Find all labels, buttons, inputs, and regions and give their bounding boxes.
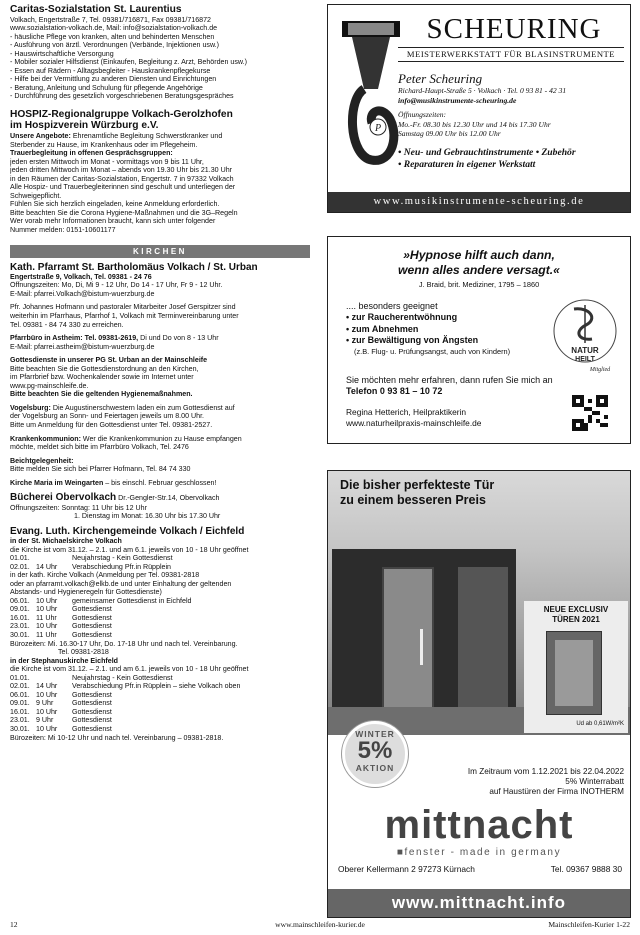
kath-pfr: Tel. 09381 - 84 74 330 zu erreichen. bbox=[10, 320, 124, 329]
service-time: 11 Uhr bbox=[36, 631, 57, 640]
evang-text: die Kirche ist vom 31.12. – 2.1. und am 6.1. jeweils von 10 - 18 Uhr geöffnet bbox=[10, 665, 249, 674]
service-text: Gottesdienst bbox=[72, 690, 112, 699]
kath-email[interactable]: E-Mail: pfarrei.Volkach@bistum-wuerzburg.de bbox=[10, 289, 155, 298]
buecherei-title: Bücherei Obervolkach Dr.-Gengler-Str.14, Obervolkach bbox=[10, 492, 220, 504]
service-row bbox=[10, 691, 310, 700]
hospiz-line: in den Räumen der Caritas-Sozialstation, Engertstr. 7 in 97332 Volkach bbox=[10, 174, 234, 183]
scheuring-hours-label: Öffnungszeiten: bbox=[398, 110, 447, 120]
service-row bbox=[10, 631, 310, 640]
service-text: Verabschiedung Pfr.in Rüpplein – siehe Volkach oben bbox=[72, 682, 241, 691]
buecherei-hours: 1. Dienstag im Monat: 16.30 Uhr bis 17.30 Uhr bbox=[74, 512, 221, 521]
scheuring-website[interactable]: www.musikinstrumente-scheuring.de bbox=[328, 192, 630, 212]
svg-text:P: P bbox=[375, 123, 382, 134]
door-profile-image bbox=[546, 631, 602, 715]
left-column bbox=[10, 4, 310, 742]
front-door-image bbox=[382, 567, 434, 727]
mittnacht-address: Oberer Kellermann 2 97273 Kürnach bbox=[338, 864, 475, 874]
mittnacht-website[interactable]: www.mittnacht.info bbox=[328, 889, 630, 917]
gd-hygiene: Bitte beachten Sie die geltenden Hygienemaßnahmen. bbox=[10, 390, 193, 399]
caritas-line: - Hauswirtschaftliche Versorgung bbox=[10, 49, 114, 58]
service-row bbox=[10, 597, 310, 606]
service-text: Gottesdienst bbox=[72, 725, 112, 734]
svg-text:NATUR: NATUR bbox=[571, 346, 599, 355]
buecherei-hours: Öffnungszeiten: Sonntag: 11 Uhr bis 12 Uhr bbox=[10, 503, 147, 512]
service-row bbox=[10, 725, 310, 734]
divider bbox=[398, 47, 624, 48]
service-time: 9 Uhr bbox=[36, 699, 54, 708]
service-text: Gottesdienst bbox=[72, 716, 112, 725]
service-row bbox=[10, 674, 310, 683]
ud-value: Ud ab 0,61W/m²K bbox=[576, 721, 624, 727]
service-date: 02.01. bbox=[10, 682, 30, 691]
caritas-title: Caritas-Sozialstation St. Laurentius bbox=[10, 4, 182, 15]
scheuring-hours: Samstag 09.00 Uhr bis 12.00 Uhr bbox=[398, 129, 501, 139]
hypnose-list bbox=[346, 301, 546, 356]
vogelsburg-text: der Vogelsburg an Sonn- und Feiertagen jeweils um 8.00 Uhr. bbox=[10, 412, 205, 421]
gd-title: Gottesdienste in unserer PG St. Urban an der Mainschleife bbox=[10, 356, 208, 365]
hospiz-groups-title: Trauerbegleitung in offenen Gesprächsgruppen: bbox=[10, 149, 173, 158]
service-date: 06.01. bbox=[10, 596, 30, 605]
service-date: 06.01. bbox=[10, 690, 30, 699]
product-title: NEUE EXCLUSIV TÜREN 2021 bbox=[543, 605, 609, 624]
mittnacht-tagline: ■fenster - made in germany bbox=[396, 847, 562, 858]
service-row bbox=[10, 716, 310, 725]
service-text: Gottesdienst bbox=[72, 707, 112, 716]
caritas-line: - häusliche Pflege von kranken, alten und behinderten Menschen bbox=[10, 32, 215, 41]
hospiz-text: Sterbender zu Hause, im Krankenhaus oder im Pflegeheim. bbox=[10, 140, 198, 149]
scheuring-hours: Mo.-Fr. 08.30 bis 12.30 Uhr und 14 bis 17.30 Uhr bbox=[398, 119, 551, 129]
hypnose-address: Regina Hetterich, Heilpraktikerin www.naturheilpraxis-mainschleife.de bbox=[346, 407, 546, 429]
service-time: 10 Uhr bbox=[36, 596, 58, 605]
hospiz-title: HOSPIZ-Regionalgruppe Volkach-Gerolzhofen bbox=[10, 108, 233, 120]
door-profile-box bbox=[524, 601, 628, 733]
hypnose-intro: .... besonders geeignet bbox=[346, 301, 438, 311]
service-date: 30.01. bbox=[10, 631, 30, 640]
list-item: • zur Raucherentwöhnung bbox=[346, 312, 458, 323]
naturheilt-seal-icon bbox=[550, 297, 620, 373]
krankenkommunion-text: Krankenkommunion: Wer die Krankenkommunion zu Hause empfangen bbox=[10, 434, 242, 443]
kath-hours: Öffnungszeiten: Mo, Di, Mi 9 - 12 Uhr, Do 14 - 17 Uhr, Fr 9 - 12 Uhr. bbox=[10, 281, 223, 290]
scheuring-email[interactable]: info@musikinstrumente-scheuring.de bbox=[398, 95, 517, 105]
beicht-title: Beichtgelegenheit: bbox=[10, 456, 74, 465]
glass-panel bbox=[458, 567, 508, 727]
hospiz-line: Schweigepflicht. bbox=[10, 191, 62, 200]
vogelsburg-text: Bitte um Anmeldung für den Gottesdienst unter Tel. 09381-2527. bbox=[10, 421, 213, 430]
service-date: 23.01. bbox=[10, 716, 30, 725]
kath-address: Engertstraße 9, Volkach, Tel. 09381 - 24 76 bbox=[10, 272, 152, 281]
qr-code-icon[interactable] bbox=[572, 395, 608, 431]
scheuring-owner: Peter Scheuring bbox=[398, 71, 483, 86]
service-text: Gottesdienst bbox=[72, 631, 112, 640]
service-date: 16.01. bbox=[10, 707, 30, 716]
scheuring-feature: • Reparaturen in eigener Werkstatt bbox=[398, 158, 536, 170]
kath-title: Kath. Pfarramt St. Bartholomäus Volkach / St. Urban bbox=[10, 261, 258, 273]
service-row bbox=[10, 682, 310, 691]
service-row bbox=[10, 622, 310, 631]
service-time: 9 Uhr bbox=[36, 716, 54, 725]
astheim-office: Pfarrbüro in Astheim: Tel. 09381-2619, Di und Do von 8 - 13 Uhr bbox=[10, 334, 219, 343]
service-time: 14 Uhr bbox=[36, 562, 58, 571]
evang-text: oder an pfarramt.volkach@elkb.de und unter Einhaltung der geltenden bbox=[10, 579, 232, 588]
service-date: 01.01. bbox=[10, 554, 30, 563]
service-time: 10 Uhr bbox=[36, 725, 58, 734]
kath-pfr: Pfr. Johannes Hofmann und pastoraler Mitarbeiter Josef Gerspitzer sind bbox=[10, 303, 236, 312]
gd-text: Bitte beachten Sie die Gottesdienstordnung an den Kirchen, bbox=[10, 364, 199, 373]
krankenkommunion-text: möchte, meldet sich bitte im Pfarrbüro Volkach, Tel. 2476 bbox=[10, 443, 189, 452]
list-item: • zur Bewältigung von Ängsten bbox=[346, 335, 479, 346]
hypnose-cta: Sie möchten mehr erfahren, dann rufen Sie mich an Telefon 0 93 81 – 10 72 bbox=[346, 375, 626, 398]
list-item: • zum Abnehmen bbox=[346, 323, 419, 334]
svg-text:Mitglied: Mitglied bbox=[589, 367, 611, 373]
hypnose-citation: J. Braid, brit. Mediziner, 1795 – 1860 bbox=[418, 280, 540, 289]
scheuring-name: SCHEURING bbox=[426, 13, 602, 45]
service-date: 23.01. bbox=[10, 622, 30, 631]
hospiz-line: jeden ersten Mittwoch im Monat - vormittags von 9 bis 11 Uhr, bbox=[10, 157, 204, 166]
service-table bbox=[10, 554, 310, 571]
list-note: (z.B. Flug- u. Prüfungsangst, auch von Kindern) bbox=[354, 346, 511, 356]
mittnacht-ad bbox=[327, 470, 631, 918]
service-row bbox=[10, 699, 310, 708]
footer-issue: Mainschleifen-Kurier 1-22 bbox=[548, 920, 630, 929]
service-row bbox=[10, 554, 310, 563]
caritas-line: - Hilfe bei der Vermittlung zu anderen Diensten und Einrichtungen bbox=[10, 75, 217, 84]
service-date: 09.01. bbox=[10, 605, 30, 614]
evang-sub-stephanus: in der Stephanuskirche Eichfeld bbox=[10, 656, 119, 665]
page-footer bbox=[10, 920, 630, 929]
service-time: 10 Uhr bbox=[36, 605, 58, 614]
evang-text: die Kirche ist vom 31.12. – 2.1. und am 6.1. jeweils von 10 - 18 Uhr geöffnet bbox=[10, 545, 249, 554]
service-text: Verabschiedung Pfr.in Rüpplein bbox=[72, 562, 171, 571]
winter-aktion-badge: WINTER 5% AKTION bbox=[342, 721, 408, 787]
evang-office: Bürozeiten: Mi. 16.30-17 Uhr, Do. 17-18 Uhr und nach tel. Vereinbarung. bbox=[10, 639, 238, 648]
hypnose-headline: »Hypnose hilft auch dann, wenn alles andere versagt.« bbox=[398, 248, 560, 277]
scheuring-feature: • Neu- und Gebrauchtinstrumente • Zubehör bbox=[398, 146, 576, 158]
page-number: 12 bbox=[10, 920, 18, 929]
gd-text: im Pfarrbrief bzw. Wochenkalender sowie im Internet unter bbox=[10, 373, 194, 382]
scheuring-ad bbox=[327, 4, 631, 213]
service-date: 16.01. bbox=[10, 613, 30, 622]
caritas-line: - Beratung, Anleitung und Schulung für pflegende Angehörige bbox=[10, 83, 203, 92]
gd-link[interactable]: www.pg-mainschleife.de. bbox=[10, 381, 89, 390]
service-table bbox=[10, 674, 310, 734]
service-table bbox=[10, 597, 310, 640]
hospiz-subtitle: im Hospizverein Würzburg e.V. bbox=[10, 120, 159, 132]
hospiz-lines bbox=[10, 158, 310, 235]
service-row bbox=[10, 605, 310, 614]
divider bbox=[398, 61, 624, 62]
service-time: 14 Uhr bbox=[36, 682, 58, 691]
svg-text:HEILT: HEILT bbox=[575, 356, 595, 363]
mittnacht-logo: mittnacht bbox=[384, 803, 574, 847]
hospiz-line: Bitte beachten Sie die Corona Hygiene-Maßnahmen und die 3G–Regeln bbox=[10, 208, 238, 217]
service-time: 10 Uhr bbox=[36, 690, 58, 699]
service-date: 30.01. bbox=[10, 725, 30, 734]
service-row bbox=[10, 563, 310, 572]
service-text: Gottesdienst bbox=[72, 622, 112, 631]
kirchen-section-band: KIRCHEN bbox=[10, 245, 310, 258]
service-text: gemeinsamer Gottesdienst in Eichfeld bbox=[72, 596, 192, 605]
mittnacht-phone[interactable]: Tel. 09367 9888 30 bbox=[550, 864, 622, 874]
beicht-text: Bitte melden Sie sich bei Pfarrer Hofmann, Tel. 84 74 330 bbox=[10, 465, 191, 474]
evang-office: Bürozeiten: Mi 10-12 Uhr und nach tel. Vereinbarung – 09381-2818. bbox=[10, 733, 224, 742]
scheuring-address: Richard-Haupt-Straße 5 · Volkach · Tel. 0 93 81 - 42 31 bbox=[398, 86, 567, 95]
hospiz-line: Wer vorab mehr Informationen braucht, kann sich unter folgender bbox=[10, 217, 216, 226]
astheim-email[interactable]: E-Mail: pfarrei.astheim@bistum-wuerzburg.de bbox=[10, 342, 155, 351]
service-time: 10 Uhr bbox=[36, 707, 58, 716]
service-date: 02.01. bbox=[10, 562, 30, 571]
evang-text: in der kath. Kirche Volkach (Anmeldung per Tel. 09381-2818 bbox=[10, 571, 200, 580]
service-time: 11 Uhr bbox=[36, 613, 57, 622]
mittnacht-headline: Die bisher perfekteste Tür zu einem besseren Preis bbox=[340, 478, 495, 507]
caritas-line: www.sozialstation-volkach.de, Mail: info@sozialstation-volkach.de bbox=[10, 24, 218, 33]
caritas-line: - Durchführung des gesetzlich vorgeschriebenen Beratungsgespräches bbox=[10, 92, 234, 101]
vogelsburg-text: Vogelsburg: Die Augustinerschwestern laden ein zum Gottesdienst auf bbox=[10, 403, 235, 412]
service-text: Neujahrstag - Kein Gottesdienst bbox=[72, 673, 173, 682]
service-date: 01.01. bbox=[10, 673, 30, 682]
maria-weingarten: Kirche Maria im Weingarten – bis einschl. Februar geschlossen! bbox=[10, 478, 217, 487]
caritas-line: Volkach, Engertstraße 7, Tel. 09381/716871, Fax 09381/716872 bbox=[10, 15, 212, 24]
hospiz-offers: Unsere Angebote: Ehrenamtliche Begleitung Schwerstkranker und bbox=[10, 131, 223, 140]
evang-sub-michael: in der St. Michaelskirche Volkach bbox=[10, 537, 122, 545]
evang-office-tel: Tel. 09381-2818 bbox=[58, 648, 109, 657]
hypnose-website[interactable]: www.naturheilpraxis-mainschleife.de bbox=[346, 418, 482, 428]
service-text: Gottesdienst bbox=[72, 605, 112, 614]
offer-text: Im Zeitraum vom 1.12.2021 bis 22.04.2022 5% Winterrabatt auf Haustüren der Firma INOTHERM bbox=[467, 767, 624, 796]
hospiz-line: Nummer melden: 0151-10601177 bbox=[10, 225, 116, 234]
evang-text: Abstands- und Hygieneregeln für Gottesdienste) bbox=[10, 588, 162, 597]
footer-website[interactable]: www.mainschleifen-kurier.de bbox=[275, 920, 365, 929]
hypnose-phone[interactable]: Telefon 0 93 81 – 10 72 bbox=[346, 386, 443, 397]
service-text: Gottesdienst bbox=[72, 613, 112, 622]
caritas-text bbox=[10, 16, 310, 101]
service-row bbox=[10, 708, 310, 717]
hypnose-ad bbox=[327, 236, 631, 444]
scheuring-info bbox=[398, 71, 628, 171]
hospiz-line: Alle Hospiz- und Trauerbegleiterinnen sind geschult und unterliegen der bbox=[10, 183, 236, 192]
kath-pfr: weiterhin im Pfarrhaus, Pfarrhof 1, Volkach mit Terminvereinbarung unter bbox=[10, 312, 239, 321]
caritas-line: - Essen auf Rädern - Alltagsbegleiter - Hauskrankenpflegekurse bbox=[10, 66, 211, 75]
hospiz-line: Fühlen Sie sich herzlich eingeladen, keine Anmeldung erforderlich. bbox=[10, 200, 220, 209]
service-text: Gottesdienst bbox=[72, 699, 112, 708]
scheuring-subtitle: MEISTERWERKSTATT FÜR BLASINSTRUMENTE bbox=[406, 49, 616, 59]
service-time: 10 Uhr bbox=[36, 622, 58, 631]
hospiz-line: jeden dritten Mittwoch im Monat – abends von 19.30 Uhr bis 21.30 Uhr bbox=[10, 166, 232, 175]
service-text: Neujahrstag - Kein Gottesdienst bbox=[72, 554, 173, 563]
tuba-icon bbox=[338, 19, 404, 169]
service-date: 09.01. bbox=[10, 699, 30, 708]
mittnacht-contact bbox=[338, 864, 622, 874]
service-row bbox=[10, 614, 310, 623]
caritas-line: - Ausführung von ärztl. Verordnungen (Verbände, Injektionen usw.) bbox=[10, 41, 220, 50]
caritas-line: - Mobiler sozialer Hilfsdienst (Einkaufen, Begleitung z. Arzt, Behörden usw.) bbox=[10, 58, 247, 67]
evang-title: Evang. Luth. Kirchengemeinde Volkach / Eichfeld bbox=[10, 525, 245, 537]
